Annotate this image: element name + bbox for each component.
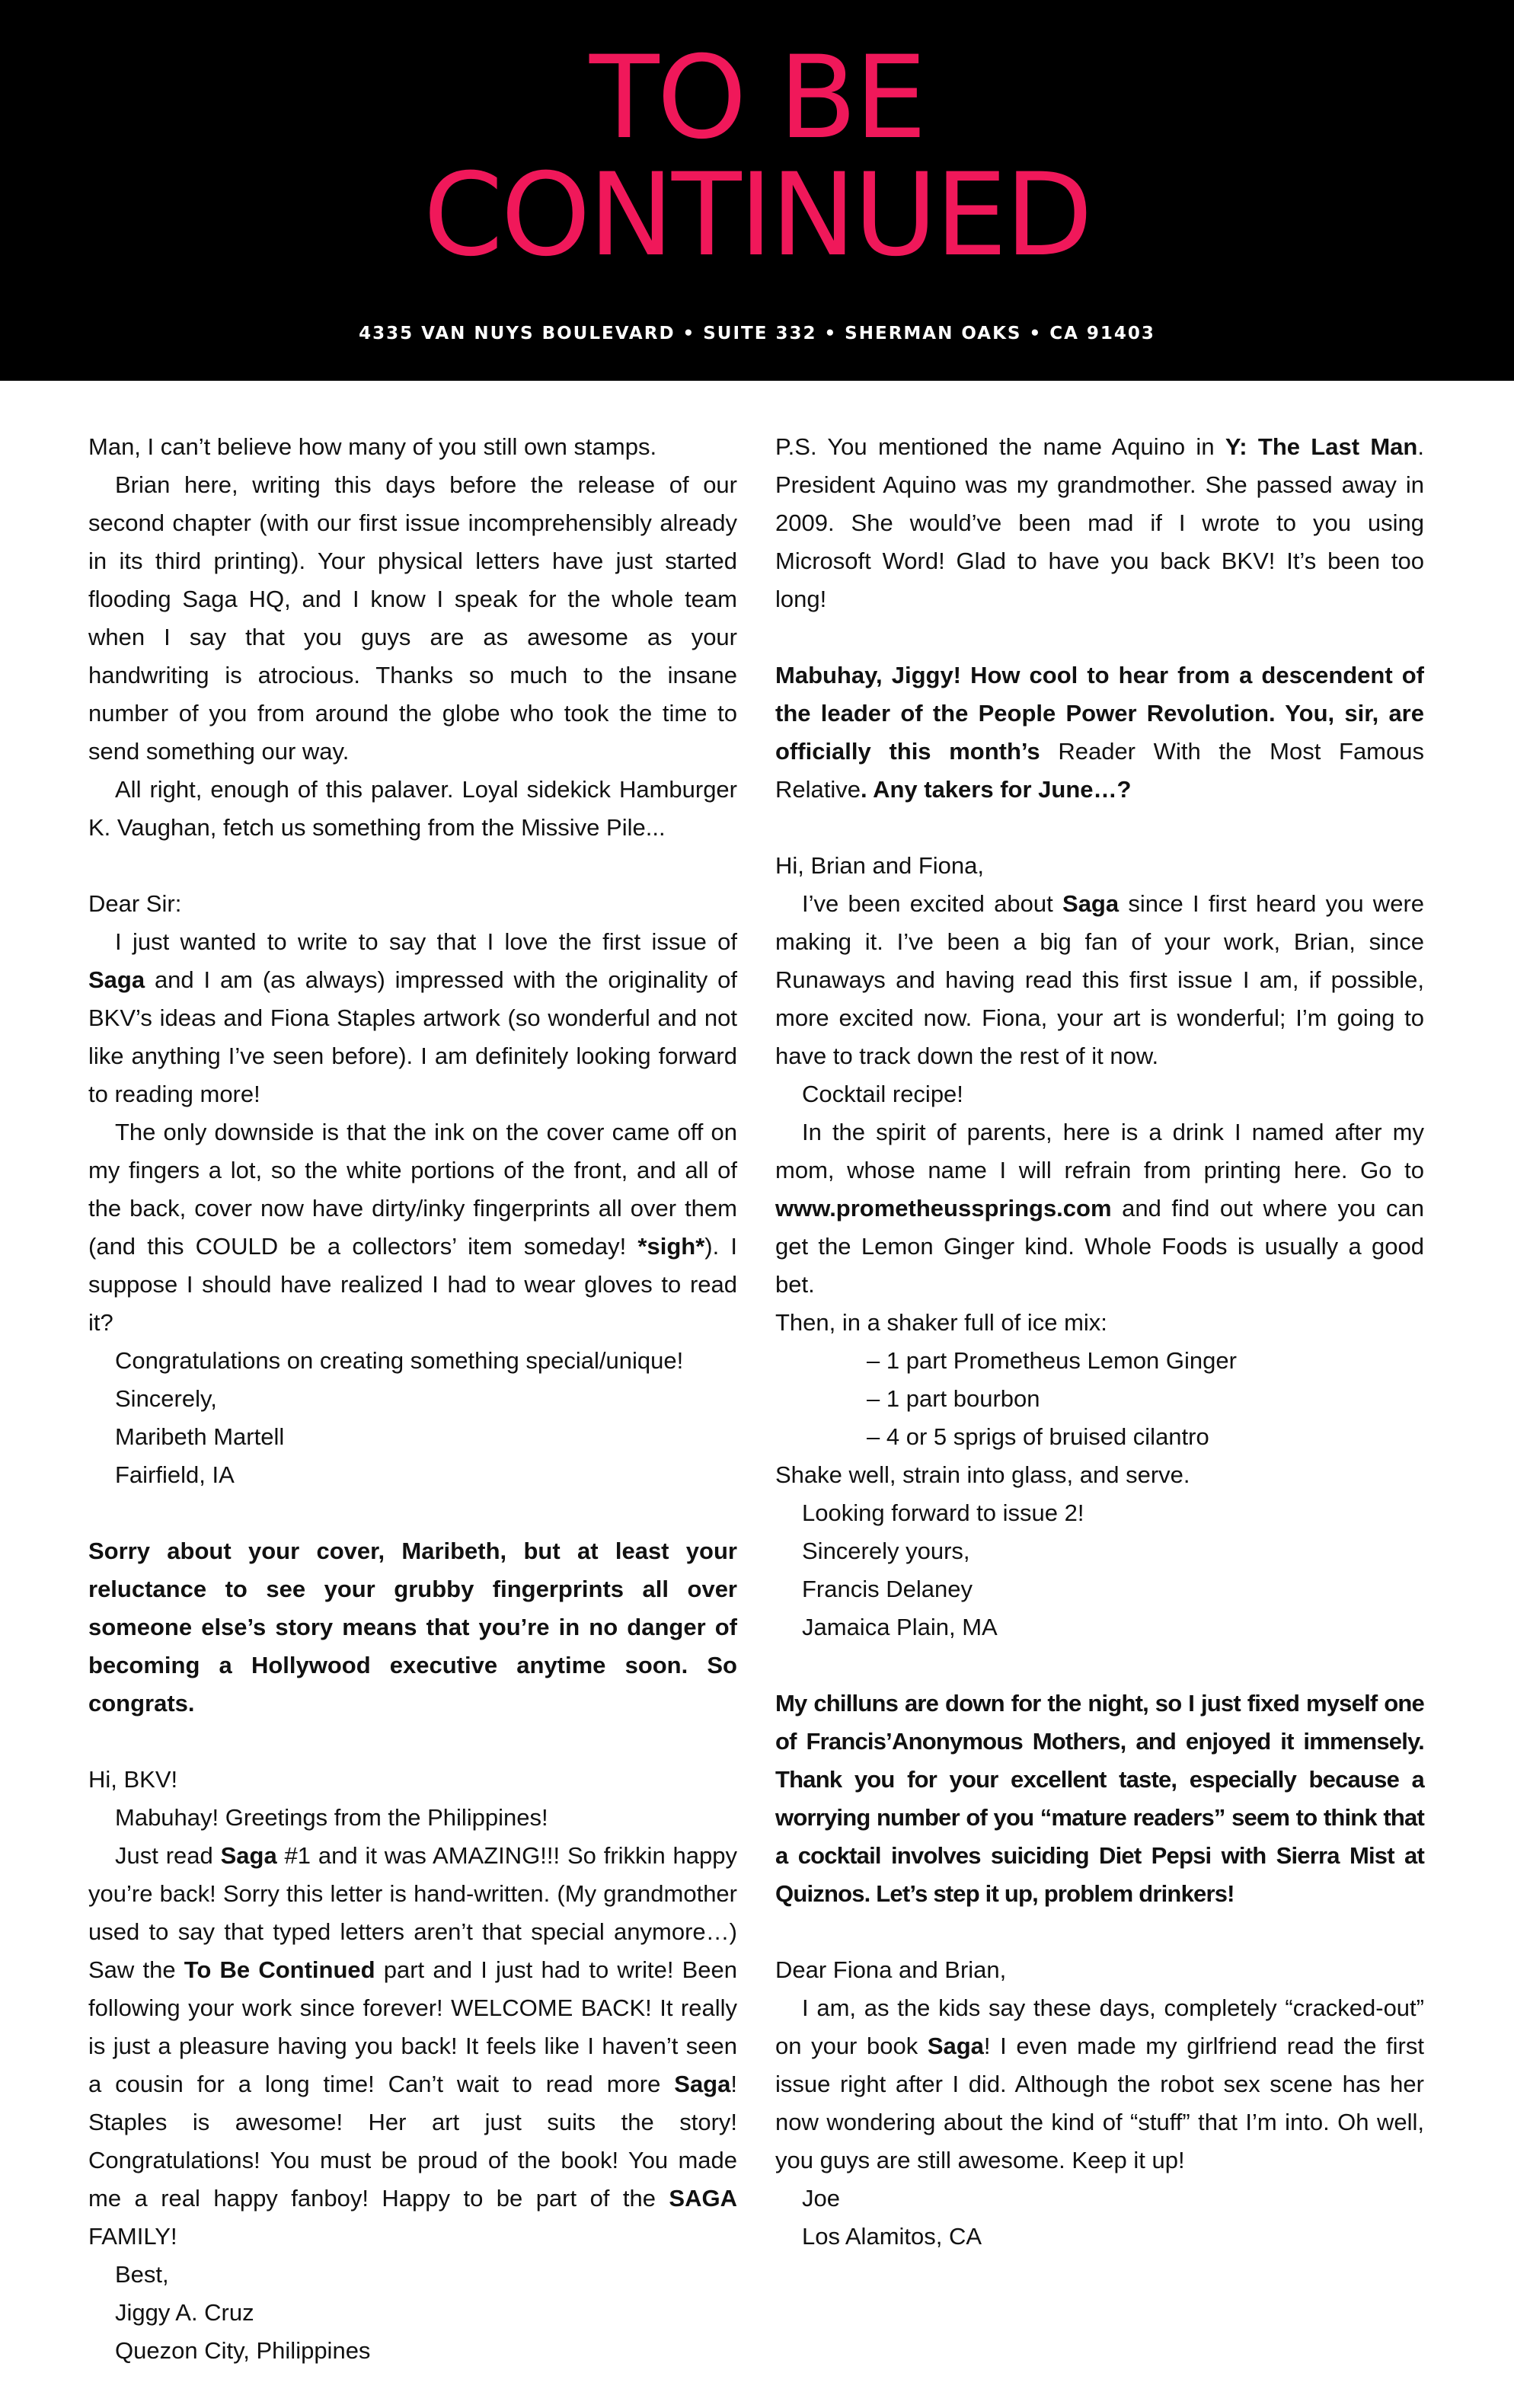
letter-paragraph: Shake well, strain into glass, and serve. [775,1461,1190,1488]
letter-closing: Sincerely, [115,1385,217,1412]
letter-location: Quezon City, Philippines [115,2337,371,2364]
letter-jiggy [88,1761,737,2370]
recipe-item: – 4 or 5 sprigs of bruised cilantro [867,1423,1209,1450]
letter-paragraph: In the spirit of parents, here is a drink I named after my mom, whose name I will refrain from printing here. Go to www.prometheussprings.com and find out where you can get the Lemon Ginger kind. Whole Foods is usually a good bet. [775,1119,1424,1298]
letter-location: Los Alamitos, CA [802,2223,982,2250]
letter-salutation: Dear Sir: [88,890,182,917]
saga-title: Saga [220,1842,277,1869]
letter-paragraph: I am, as the kids say these days, completely “cracked-out” on your book Saga! I even made my girlfriend read the first issue right after I did. Although the robot sex scene has her now wondering about the kind of “stuff” that I’m into. Oh well, you guys are still awesome. Keep it up! [775,1994,1424,2173]
saga-title: Saga [927,2033,984,2059]
intro-paragraph: All right, enough of this palaver. Loyal sidekick Hamburger K. Vaughan, fetch us something from the Missive Pile... [88,776,737,841]
letter-paragraph: I just wanted to write to say that I love the first issue of Saga and I am (as always) impressed with the originality of BKV’s ideas and Fiona Staples artwork (so wonderful and not like anything I’ve seen before). I am definitely looking forward to reading more! [88,928,737,1107]
saga-title: Saga [1062,890,1120,917]
letter-paragraph: Looking forward to issue 2! [802,1499,1084,1526]
page-title [0,32,1514,282]
letter-salutation: Dear Fiona and Brian, [775,1956,1007,1983]
letter-salutation: Hi, BKV! [88,1766,178,1793]
letter-signature: Joe [802,2185,840,2212]
saga-title: SAGA [669,2185,737,2212]
letter-closing: Sincerely yours, [802,1538,970,1564]
intro-line: Man, I can’t believe how many of you still own stamps. [88,433,657,460]
intro-paragraph: Brian here, writing this days before the release of our second chapter (with our first issue incomprehensibly already in its third printing). Your physical letters have just started flooding Saga HQ, and I know I speak for the whole team when I say that you guys are as awesome as your handwriting is atrocious. Thanks so much to the insane number of you from around the globe who took the time to send something our way. [88,471,737,765]
letter-signature: Jiggy A. Cruz [115,2299,254,2326]
header-banner [0,0,1514,381]
saga-title: Saga [674,2071,731,2097]
letter-maribeth [88,885,737,1494]
left-column [88,428,737,2408]
title-line-2: CONTINUED [423,149,1091,282]
letter-paragraph: Then, in a shaker full of ice mix: [775,1309,1107,1336]
letter-paragraph: Mabuhay! Greetings from the Philippines! [115,1804,548,1831]
mailing-address: 4335 VAN NUYS BOULEVARD • SUITE 332 • SHERMAN OAKS • CA 91403 [359,324,1155,343]
title-line-1: TO BE [589,32,925,164]
recipe-item: – 1 part Prometheus Lemon Ginger [867,1347,1237,1374]
letter-paragraph: The only downside is that the ink on the cover came off on my fingers a lot, so the white portions of the front, and all of the back, cover now have dirty/inky fingerprints all over them (and this COULD be a collectors’ item someday! *sigh*). I suppose I should have realized I had to wear gloves to read it? [88,1119,737,1336]
website-url: www.prometheussprings.com [775,1195,1112,1222]
response-text: Sorry about your cover, Maribeth, but at least your reluctance to see your grubby fingerprints all over someone else’s story means that you’re in no danger of becoming a Hollywood executive anytime soon. So congrats. [88,1538,737,1717]
response-text: My chilluns are down for the night, so I just fixed myself one of Francis’Anonymous Mothers, and enjoyed it immensely. Thank you for your excellent taste, especially because a worrying number of you “mature readers” seem to think that a cocktail involves suiciding Diet Pepsi with Sierra Mist at Quiznos. Let’s step it up, problem drinkers! [775,1690,1424,1907]
letter-joe [775,1951,1424,2256]
letter-signature: Francis Delaney [802,1576,973,1602]
letter-paragraph: Cocktail recipe! [802,1081,963,1107]
letter-location: Jamaica Plain, MA [802,1614,998,1640]
intro [88,428,737,847]
letter-postscript: P.S. You mentioned the name Aquino in Y: The Last Man. President Aquino was my grandmother. She passed away in 2009. She would’ve been mad if I wrote to you using Microsoft Word! Glad to have you back BKV! It’s been too long! [775,433,1424,612]
letter-paragraph: I’ve been excited about Saga since I first heard you were making it. I’ve been a big fan of your work, Brian, since Runaways and having read this first issue I am, if possible, more excited now. Fiona, your art is wonderful; I’m going to have to track down the rest of it now. [775,890,1425,1069]
letter-closing: Best, [115,2261,169,2288]
letter-salutation: Hi, Brian and Fiona, [775,852,984,879]
saga-title: Saga [88,966,145,993]
editor-response [775,1685,1424,1913]
letter-signature: Maribeth Martell [115,1423,285,1450]
award-name: Reader With the Most Famous Relative [775,738,1424,803]
editor-response [88,1532,737,1723]
letter-paragraph: Congratulations on creating something special/unique! [115,1347,684,1374]
right-column [775,428,1424,2294]
letter-location: Fairfield, IA [115,1461,235,1488]
column-name: To Be Continued [184,1956,375,1983]
letter-francis [775,847,1424,1646]
response-text: Mabuhay, Jiggy! How cool to hear from a descendent of the leader of the People Power Revolution. You, sir, are officially this month’s Reader With the Most Famous Relative. Any takers for June…? [775,662,1424,803]
sigh-text: *sigh* [637,1233,705,1260]
letter-jiggy-postscript [775,428,1424,618]
recipe-item: – 1 part bourbon [867,1385,1040,1412]
editor-response [775,656,1424,809]
letter-paragraph: Just read Saga #1 and it was AMAZING!!! So frikkin happy you’re back! Sorry this letter is hand-written. (My grandmother used to say that typed letters aren’t that special anymore…) Saw the To Be Continued part and I just had to write! Been following your work since forever! WELCOME BACK! It really is just a pleasure having you back! It feels like I haven’t seen a cousin for a long time! Can’t wait to read more Saga! Staples is awesome! Her art just suits the story! Congratulations! You must be proud of the book! You made me a real happy fanboy! Happy to be part of the SAGA FAMILY! [88,1842,738,2250]
book-title: Y: The Last Man [1225,433,1418,460]
